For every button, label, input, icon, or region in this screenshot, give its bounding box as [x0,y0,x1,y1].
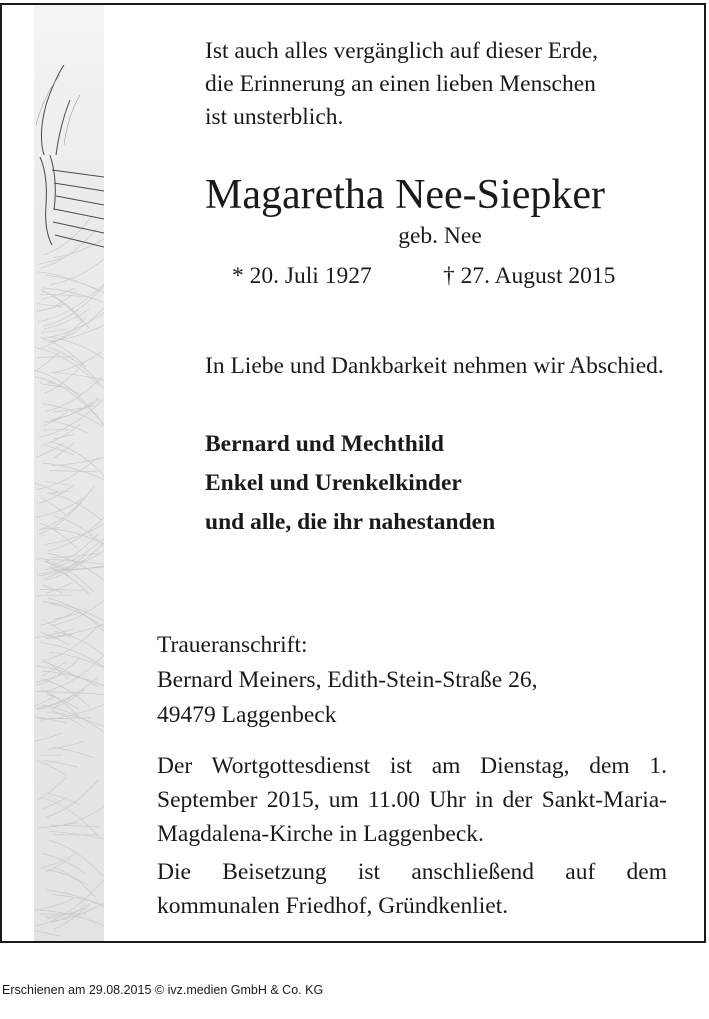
mourner-line: Bernard und Mechthild [205,431,444,457]
address-city: 49479 Laggenbeck [157,702,337,728]
farewell-text: In Liebe und Dankbarkeit nehmen wir Abschied. [205,353,664,379]
birth-name: geb. Nee [398,223,482,249]
birth-date: * 20. Juli 1927 [232,263,372,289]
burial-info: Die Beisetzung ist anschließend auf dem kommunalen Friedhof, Gründkenliet. [157,859,667,919]
poem-line: ist unsterblich. [205,104,344,130]
poem-line: die Erinnerung an einen lieben Menschen [205,71,596,97]
staircase-illustration [34,5,104,941]
publication-footer: Erschienen am 29.08.2015 © ivz.medien GmbH & Co. KG [2,983,324,997]
service-info: Der Wortgottesdienst ist am Dienstag, dem 1. September 2015, um 11.00 Uhr in der Sankt-Maria-Magdalena-Kirche in Laggenbeck. [157,753,667,847]
obituary-notice [0,3,706,943]
address-street: Bernard Meiners, Edith-Stein-Straße 26, [157,667,538,693]
mourner-line: Enkel und Urenkelkinder [205,470,462,496]
deceased-name: Magaretha Nee-Siepker [205,172,605,218]
poem-verse [205,35,675,134]
poem-line: Ist auch alles vergänglich auf dieser Erde, [205,38,599,64]
address-label: Traueranschrift: [157,632,308,658]
death-date: † 27. August 2015 [443,263,616,289]
mourner-line: und alle, die ihr nahestanden [205,509,496,535]
mourning-address [157,628,669,733]
